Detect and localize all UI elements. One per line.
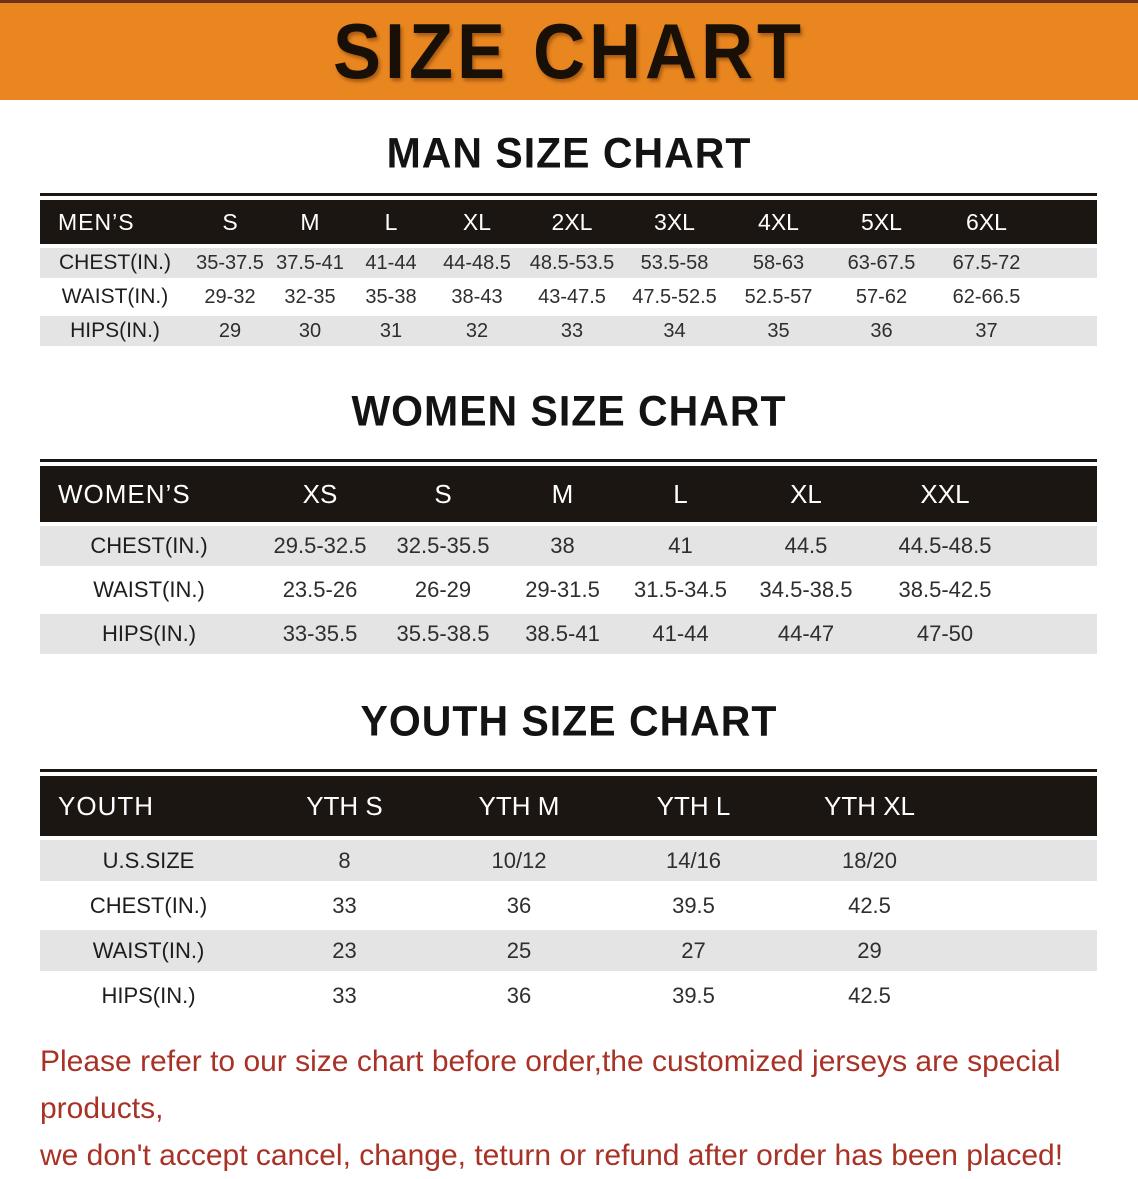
size-cell: YTH XL	[781, 776, 958, 838]
value-cell: 18/20	[781, 838, 958, 883]
value-cell: 42.5	[781, 883, 958, 928]
value-cell: 33	[522, 314, 622, 348]
row-label: CHEST(IN.)	[40, 524, 258, 568]
table-row	[40, 524, 1097, 568]
disclaimer-line-2: we don't accept cancel, change, teturn or refund after order has been placed!	[40, 1139, 1064, 1172]
spacer-cell	[958, 973, 1097, 1018]
value-cell: 35-37.5	[190, 246, 270, 280]
value-cell: 41	[621, 524, 740, 568]
table-row	[40, 314, 1097, 348]
row-label: CHEST(IN.)	[40, 883, 257, 928]
row-label: WAIST(IN.)	[40, 928, 257, 973]
value-cell: 48.5-53.5	[522, 246, 622, 280]
disclaimer-text	[40, 1038, 1138, 1179]
row-label: CHEST(IN.)	[40, 246, 190, 280]
value-cell: 41-44	[621, 612, 740, 656]
size-cell: 2XL	[522, 200, 622, 246]
banner-title: SIZE CHART	[333, 8, 805, 95]
value-cell: 39.5	[606, 883, 781, 928]
spacer-cell	[958, 928, 1097, 973]
size-cell: M	[504, 466, 621, 524]
spacer-cell	[1018, 524, 1097, 568]
men-section-heading: MAN SIZE CHART	[386, 128, 752, 178]
size-cell: YTH S	[257, 776, 432, 838]
row-label: HIPS(IN.)	[40, 314, 190, 348]
men-header-label: MEN’S	[40, 200, 190, 246]
value-cell: 29	[190, 314, 270, 348]
value-cell: 32-35	[270, 280, 350, 314]
women-section-heading: WOMEN SIZE CHART	[351, 386, 787, 436]
spacer-cell	[1018, 466, 1097, 524]
banner	[0, 0, 1138, 100]
value-cell: 38.5-42.5	[872, 568, 1018, 612]
value-cell: 57-62	[830, 280, 933, 314]
table-row	[40, 928, 1097, 973]
size-cell: 5XL	[830, 200, 933, 246]
spacer-cell	[958, 776, 1097, 838]
size-cell: M	[270, 200, 350, 246]
spacer-cell	[958, 883, 1097, 928]
value-cell: 36	[830, 314, 933, 348]
value-cell: 33-35.5	[258, 612, 382, 656]
value-cell: 67.5-72	[933, 246, 1040, 280]
size-cell: XL	[432, 200, 522, 246]
disclaimer-line-1: Please refer to our size chart before order,the customized jerseys are special products,	[40, 1045, 1061, 1125]
value-cell: 29	[781, 928, 958, 973]
size-cell: 3XL	[622, 200, 727, 246]
women-table-wrap	[40, 459, 1097, 658]
value-cell: 33	[257, 973, 432, 1018]
value-cell: 58-63	[727, 246, 830, 280]
value-cell: 25	[432, 928, 606, 973]
row-label: WAIST(IN.)	[40, 280, 190, 314]
value-cell: 39.5	[606, 973, 781, 1018]
value-cell: 23	[257, 928, 432, 973]
size-cell: 6XL	[933, 200, 1040, 246]
value-cell: 47.5-52.5	[622, 280, 727, 314]
women-header-row	[40, 466, 1097, 524]
table-row	[40, 612, 1097, 656]
value-cell: 35.5-38.5	[382, 612, 504, 656]
value-cell: 36	[432, 973, 606, 1018]
table-row	[40, 883, 1097, 928]
value-cell: 8	[257, 838, 432, 883]
value-cell: 38-43	[432, 280, 522, 314]
size-cell: XL	[740, 466, 872, 524]
size-cell: XS	[258, 466, 382, 524]
men-table-wrap	[40, 193, 1097, 350]
value-cell: 44.5-48.5	[872, 524, 1018, 568]
spacer-cell	[1018, 568, 1097, 612]
spacer-cell	[1018, 612, 1097, 656]
value-cell: 32.5-35.5	[382, 524, 504, 568]
men-size-table	[40, 200, 1097, 350]
value-cell: 29-31.5	[504, 568, 621, 612]
spacer-cell	[1040, 200, 1097, 246]
value-cell: 23.5-26	[258, 568, 382, 612]
value-cell: 31	[350, 314, 432, 348]
size-cell: S	[190, 200, 270, 246]
value-cell: 38	[504, 524, 621, 568]
value-cell: 35-38	[350, 280, 432, 314]
size-cell: L	[350, 200, 432, 246]
value-cell: 35	[727, 314, 830, 348]
row-label: HIPS(IN.)	[40, 612, 258, 656]
size-cell: 4XL	[727, 200, 830, 246]
value-cell: 34	[622, 314, 727, 348]
value-cell: 42.5	[781, 973, 958, 1018]
size-cell: YTH M	[432, 776, 606, 838]
youth-table-wrap	[40, 769, 1097, 1020]
spacer-cell	[1040, 314, 1097, 348]
men-header-row	[40, 200, 1097, 246]
value-cell: 37.5-41	[270, 246, 350, 280]
youth-header-row	[40, 776, 1097, 838]
value-cell: 10/12	[432, 838, 606, 883]
value-cell: 37	[933, 314, 1040, 348]
table-row	[40, 568, 1097, 612]
value-cell: 34.5-38.5	[740, 568, 872, 612]
value-cell: 62-66.5	[933, 280, 1040, 314]
value-cell: 43-47.5	[522, 280, 622, 314]
value-cell: 44-48.5	[432, 246, 522, 280]
value-cell: 63-67.5	[830, 246, 933, 280]
size-cell: S	[382, 466, 504, 524]
value-cell: 27	[606, 928, 781, 973]
spacer-cell	[1040, 280, 1097, 314]
value-cell: 38.5-41	[504, 612, 621, 656]
value-cell: 26-29	[382, 568, 504, 612]
value-cell: 47-50	[872, 612, 1018, 656]
size-cell: YTH L	[606, 776, 781, 838]
value-cell: 29.5-32.5	[258, 524, 382, 568]
table-row	[40, 246, 1097, 280]
value-cell: 36	[432, 883, 606, 928]
value-cell: 44.5	[740, 524, 872, 568]
value-cell: 53.5-58	[622, 246, 727, 280]
size-cell: L	[621, 466, 740, 524]
size-cell: XXL	[872, 466, 1018, 524]
value-cell: 41-44	[350, 246, 432, 280]
value-cell: 30	[270, 314, 350, 348]
value-cell: 14/16	[606, 838, 781, 883]
value-cell: 29-32	[190, 280, 270, 314]
value-cell: 31.5-34.5	[621, 568, 740, 612]
youth-header-label: YOUTH	[40, 776, 257, 838]
spacer-cell	[1040, 246, 1097, 280]
value-cell: 32	[432, 314, 522, 348]
spacer-cell	[958, 838, 1097, 883]
youth-section-heading: YOUTH SIZE CHART	[360, 696, 778, 746]
table-row	[40, 973, 1097, 1018]
youth-size-table	[40, 776, 1097, 1020]
women-size-table	[40, 466, 1097, 658]
value-cell: 52.5-57	[727, 280, 830, 314]
row-label: HIPS(IN.)	[40, 973, 257, 1018]
women-header-label: WOMEN’S	[40, 466, 258, 524]
value-cell: 33	[257, 883, 432, 928]
table-row	[40, 838, 1097, 883]
value-cell: 44-47	[740, 612, 872, 656]
table-row	[40, 280, 1097, 314]
row-label: U.S.SIZE	[40, 838, 257, 883]
row-label: WAIST(IN.)	[40, 568, 258, 612]
